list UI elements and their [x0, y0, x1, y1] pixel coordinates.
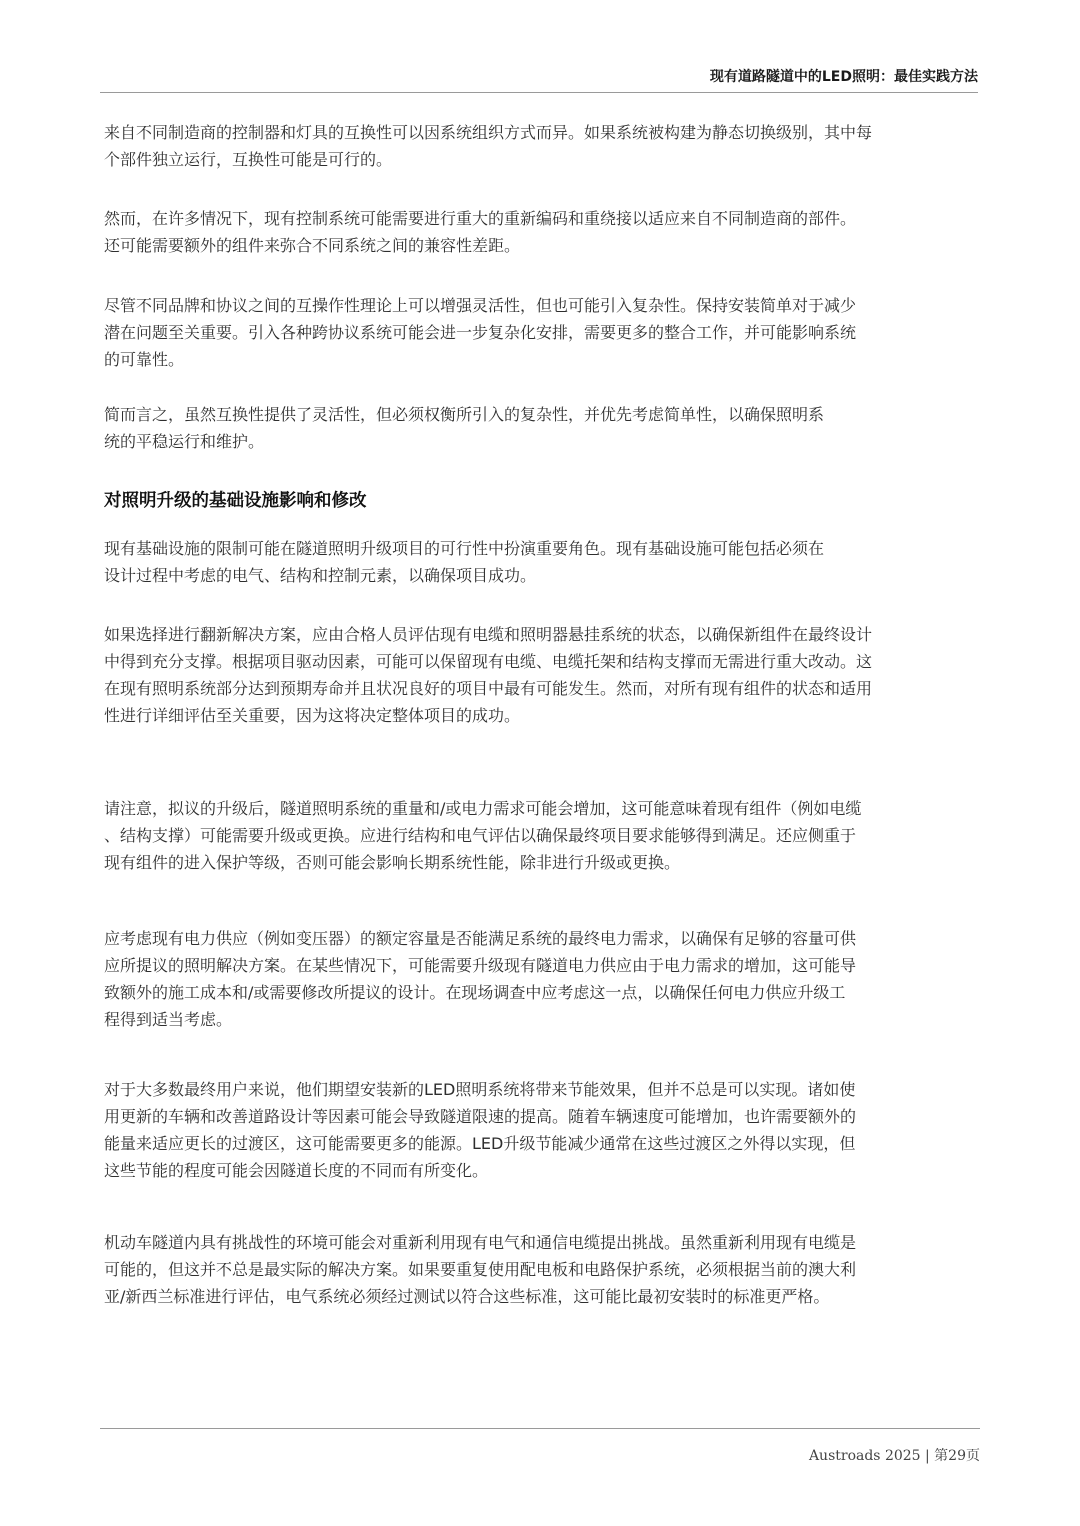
text-line: 如果选择进行翻新解决方案，应由合格人员评估现有电缆和照明器悬挂系统的状态，以确保新组件在最终设计 [104, 625, 873, 644]
text-line: 可能的，但这并不总是最实际的解决方案。如果要重复使用配电板和电路保护系统，必须根据当前的澳大利 [104, 1260, 857, 1279]
text-line: 来自不同制造商的控制器和灯具的互换性可以因系统组织方式而异。如果系统被构建为静态切换级别，其中每 [104, 123, 873, 142]
text-line: 亚/新西兰标准进行评估，电气系统必须经过测试以符合这些标准，这可能比最初安装时的标准更严格。 [104, 1287, 830, 1306]
text-line: 应考虑现有电力供应（例如变压器）的额定容量是否能满足系统的最终电力需求，以确保有足够的容量可供 [104, 929, 857, 948]
text-line: 简而言之，虽然互换性提供了灵活性，但必须权衡所引入的复杂性，并优先考虑简单性，以确保照明系 [104, 405, 825, 424]
text-line: 程得到适当考虑。 [104, 1010, 233, 1029]
text-line: 然而，在许多情况下，现有控制系统可能需要进行重大的重新编码和重绕接以适应来自不同制造商的部件。 [104, 209, 857, 228]
text-line: 中得到充分支撑。根据项目驱动因素，可能可以保留现有电缆、电缆托架和结构支撑而无需进行重大改动。这 [104, 652, 873, 671]
text-line: 统的平稳运行和维护。 [104, 432, 265, 451]
footer-page-number: Austroads 2025 | 第29页 [808, 1448, 980, 1464]
header-title: 现有道路隧道中的LED照明：最佳实践方法 [709, 69, 978, 85]
text-line: 能量来适应更长的过渡区，这可能需要更多的能源。LED升级节能减少通常在这些过渡区之外得以实现，但 [104, 1134, 856, 1153]
paragraph-interchangeability [104, 119, 978, 173]
text-line: 尽管不同品牌和协议之间的互操作性理论上可以增强灵活性，但也可能引入复杂性。保持安装简单对于减少 [104, 296, 857, 315]
paragraph-interoperability [104, 292, 978, 373]
paragraph-energy-savings [104, 1076, 978, 1184]
paragraph-power-supply [104, 925, 978, 1033]
paragraph-summary [104, 401, 978, 455]
text-line: 、结构支撑）可能需要升级或更换。应进行结构和电气评估以确保最终项目要求能够得到满足。还应侧重于 [104, 826, 857, 845]
paragraph-cable-reuse [104, 1229, 978, 1310]
text-line: 个部件独立运行，互换性可能是可行的。 [104, 150, 393, 169]
page-header [100, 62, 978, 93]
text-line: 性进行详细评估至关重要，因为这将决定整体项目的成功。 [104, 706, 521, 725]
paragraph-weight-power [104, 795, 978, 876]
text-line: 机动车隧道内具有挑战性的环境可能会对重新利用现有电气和通信电缆提出挑战。虽然重新利用现有电缆是 [104, 1233, 857, 1252]
text-line: 的可靠性。 [104, 350, 185, 369]
section-heading: 对照明升级的基础设施影响和修改 [104, 491, 367, 511]
text-line: 对于大多数最终用户来说，他们期望安装新的LED照明系统将带来节能效果，但并不总是可以实现。诸如使 [104, 1080, 856, 1099]
paragraph-infrastructure-limits [104, 535, 978, 589]
text-line: 应所提议的照明解决方案。在某些情况下，可能需要升级现有隧道电力供应由于电力需求的增加，这可能导 [104, 956, 857, 975]
text-line: 现有基础设施的限制可能在隧道照明升级项目的可行性中扮演重要角色。现有基础设施可能包括必须在 [104, 539, 825, 558]
page-footer [100, 1428, 980, 1464]
text-line: 在现有照明系统部分达到预期寿命并且状况良好的项目中最有可能发生。然而，对所有现有组件的状态和适用 [104, 679, 873, 698]
text-line: 用更新的车辆和改善道路设计等因素可能会导致隧道限速的提高。随着车辆速度可能增加，也许需要额外的 [104, 1107, 857, 1126]
text-line: 现有组件的进入保护等级，否则可能会影响长期系统性能，除非进行升级或更换。 [104, 853, 681, 872]
text-line: 请注意，拟议的升级后，隧道照明系统的重量和/或电力需求可能会增加，这可能意味着现有组件（例如电缆 [104, 799, 862, 818]
text-line: 这些节能的程度可能会因隧道长度的不同而有所变化。 [104, 1161, 489, 1180]
paragraph-recoding [104, 205, 978, 259]
text-line: 致额外的施工成本和/或需要修改所提议的设计。在现场调查中应考虑这一点，以确保任何电力供应升级工 [104, 983, 846, 1002]
text-line: 潜在问题至关重要。引入各种跨协议系统可能会进一步复杂化安排，需要更多的整合工作，并可能影响系统 [104, 323, 857, 342]
text-line: 还可能需要额外的组件来弥合不同系统之间的兼容性差距。 [104, 236, 521, 255]
text-line: 设计过程中考虑的电气、结构和控制元素，以确保项目成功。 [104, 566, 537, 585]
paragraph-retrofit [104, 621, 978, 729]
